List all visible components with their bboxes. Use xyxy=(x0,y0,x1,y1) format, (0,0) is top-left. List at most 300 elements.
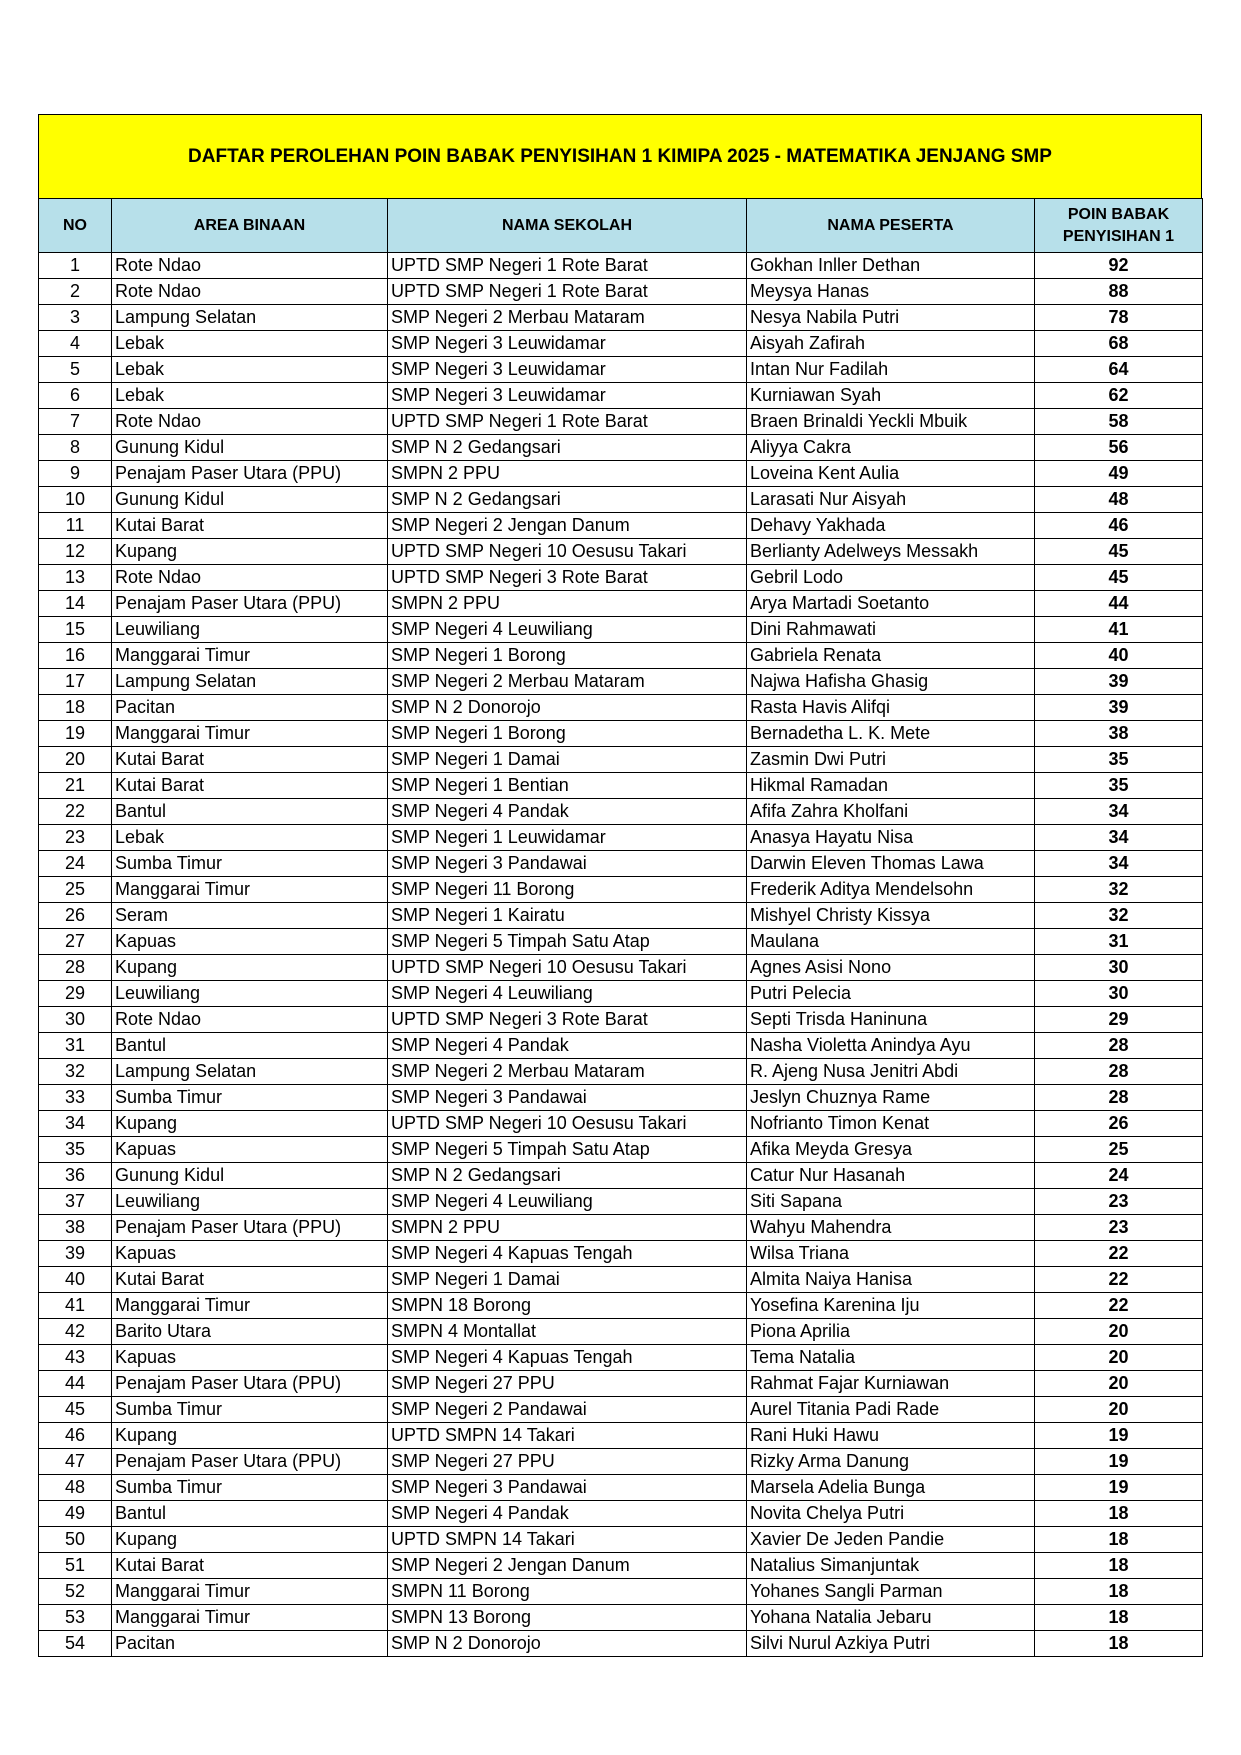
poin-cell: 28 xyxy=(1035,1085,1203,1111)
poin-cell: 62 xyxy=(1035,383,1203,409)
table-row xyxy=(39,383,1203,409)
row-number: 49 xyxy=(39,1501,112,1527)
poin-cell: 26 xyxy=(1035,1111,1203,1137)
nama-sekolah-cell: SMP Negeri 1 Borong xyxy=(388,643,747,669)
area-binaan-cell: Kapuas xyxy=(112,1241,388,1267)
nama-sekolah-cell: SMP Negeri 11 Borong xyxy=(388,877,747,903)
poin-cell: 68 xyxy=(1035,331,1203,357)
row-number: 40 xyxy=(39,1267,112,1293)
row-number: 13 xyxy=(39,565,112,591)
area-binaan-cell: Kutai Barat xyxy=(112,1267,388,1293)
area-binaan-cell: Kutai Barat xyxy=(112,1553,388,1579)
nama-peserta-cell: Afika Meyda Gresya xyxy=(747,1137,1035,1163)
nama-peserta-cell: Nasha Violetta Anindya Ayu xyxy=(747,1033,1035,1059)
row-number: 15 xyxy=(39,617,112,643)
table-row xyxy=(39,955,1203,981)
area-binaan-cell: Kupang xyxy=(112,1111,388,1137)
poin-cell: 24 xyxy=(1035,1163,1203,1189)
table-row xyxy=(39,721,1203,747)
area-binaan-cell: Lebak xyxy=(112,357,388,383)
table-row xyxy=(39,825,1203,851)
area-binaan-cell: Rote Ndao xyxy=(112,565,388,591)
table-row xyxy=(39,1319,1203,1345)
nama-sekolah-cell: UPTD SMP Negeri 1 Rote Barat xyxy=(388,409,747,435)
table-row xyxy=(39,1631,1203,1657)
area-binaan-cell: Manggarai Timur xyxy=(112,1605,388,1631)
area-binaan-cell: Lebak xyxy=(112,383,388,409)
poin-cell: 40 xyxy=(1035,643,1203,669)
area-binaan-cell: Penajam Paser Utara (PPU) xyxy=(112,1449,388,1475)
nama-sekolah-cell: SMPN 2 PPU xyxy=(388,591,747,617)
row-number: 14 xyxy=(39,591,112,617)
nama-peserta-cell: Intan Nur Fadilah xyxy=(747,357,1035,383)
poin-cell: 29 xyxy=(1035,1007,1203,1033)
row-number: 24 xyxy=(39,851,112,877)
nama-peserta-cell: Bernadetha L. K. Mete xyxy=(747,721,1035,747)
poin-cell: 30 xyxy=(1035,981,1203,1007)
row-number: 45 xyxy=(39,1397,112,1423)
row-number: 4 xyxy=(39,331,112,357)
poin-cell: 20 xyxy=(1035,1397,1203,1423)
nama-peserta-cell: Catur Nur Hasanah xyxy=(747,1163,1035,1189)
row-number: 48 xyxy=(39,1475,112,1501)
poin-cell: 19 xyxy=(1035,1449,1203,1475)
nama-sekolah-cell: SMPN 2 PPU xyxy=(388,1215,747,1241)
poin-cell: 48 xyxy=(1035,487,1203,513)
area-binaan-cell: Lampung Selatan xyxy=(112,1059,388,1085)
nama-peserta-cell: Gabriela Renata xyxy=(747,643,1035,669)
table-row xyxy=(39,903,1203,929)
nama-sekolah-cell: SMP Negeri 5 Timpah Satu Atap xyxy=(388,929,747,955)
table-row xyxy=(39,565,1203,591)
nama-sekolah-cell: SMP Negeri 2 Jengan Danum xyxy=(388,1553,747,1579)
nama-sekolah-cell: SMPN 2 PPU xyxy=(388,461,747,487)
nama-sekolah-cell: SMPN 18 Borong xyxy=(388,1293,747,1319)
poin-cell: 22 xyxy=(1035,1293,1203,1319)
area-binaan-cell: Lampung Selatan xyxy=(112,305,388,331)
area-binaan-cell: Leuwiliang xyxy=(112,981,388,1007)
poin-cell: 39 xyxy=(1035,669,1203,695)
nama-sekolah-cell: SMP Negeri 27 PPU xyxy=(388,1449,747,1475)
nama-sekolah-cell: SMP N 2 Donorojo xyxy=(388,695,747,721)
nama-peserta-cell: Jeslyn Chuznya Rame xyxy=(747,1085,1035,1111)
row-number: 47 xyxy=(39,1449,112,1475)
table-row xyxy=(39,1033,1203,1059)
table-body xyxy=(39,253,1203,1657)
nama-sekolah-cell: SMP Negeri 3 Pandawai xyxy=(388,851,747,877)
table-row xyxy=(39,539,1203,565)
nama-sekolah-cell: SMP Negeri 2 Merbau Mataram xyxy=(388,305,747,331)
poin-cell: 38 xyxy=(1035,721,1203,747)
area-binaan-cell: Rote Ndao xyxy=(112,253,388,279)
row-number: 54 xyxy=(39,1631,112,1657)
poin-cell: 88 xyxy=(1035,279,1203,305)
table-row xyxy=(39,1605,1203,1631)
nama-sekolah-cell: SMP Negeri 4 Pandak xyxy=(388,1501,747,1527)
poin-cell: 18 xyxy=(1035,1553,1203,1579)
table-row xyxy=(39,1345,1203,1371)
table-row xyxy=(39,1449,1203,1475)
area-binaan-cell: Penajam Paser Utara (PPU) xyxy=(112,1215,388,1241)
column-header-nama-sekolah: NAMA SEKOLAH xyxy=(388,199,747,253)
nama-peserta-cell: Natalius Simanjuntak xyxy=(747,1553,1035,1579)
area-binaan-cell: Manggarai Timur xyxy=(112,1579,388,1605)
area-binaan-cell: Lebak xyxy=(112,331,388,357)
nama-peserta-cell: Gokhan Inller Dethan xyxy=(747,253,1035,279)
nama-peserta-cell: Agnes Asisi Nono xyxy=(747,955,1035,981)
table-row xyxy=(39,591,1203,617)
table-row xyxy=(39,461,1203,487)
area-binaan-cell: Kutai Barat xyxy=(112,747,388,773)
poin-cell: 49 xyxy=(1035,461,1203,487)
nama-peserta-cell: Braen Brinaldi Yeckli Mbuik xyxy=(747,409,1035,435)
table-row xyxy=(39,1501,1203,1527)
row-number: 42 xyxy=(39,1319,112,1345)
nama-peserta-cell: Nofrianto Timon Kenat xyxy=(747,1111,1035,1137)
row-number: 23 xyxy=(39,825,112,851)
results-sheet xyxy=(38,114,1202,1657)
nama-peserta-cell: Piona Aprilia xyxy=(747,1319,1035,1345)
nama-sekolah-cell: UPTD SMP Negeri 1 Rote Barat xyxy=(388,253,747,279)
nama-sekolah-cell: SMP N 2 Gedangsari xyxy=(388,1163,747,1189)
nama-sekolah-cell: SMP Negeri 1 Bentian xyxy=(388,773,747,799)
row-number: 25 xyxy=(39,877,112,903)
nama-peserta-cell: Aliyya Cakra xyxy=(747,435,1035,461)
poin-cell: 34 xyxy=(1035,825,1203,851)
area-binaan-cell: Gunung Kidul xyxy=(112,435,388,461)
table-row xyxy=(39,799,1203,825)
nama-sekolah-cell: SMPN 13 Borong xyxy=(388,1605,747,1631)
table-row xyxy=(39,409,1203,435)
row-number: 10 xyxy=(39,487,112,513)
nama-sekolah-cell: SMP Negeri 1 Borong xyxy=(388,721,747,747)
nama-sekolah-cell: SMPN 4 Montallat xyxy=(388,1319,747,1345)
area-binaan-cell: Gunung Kidul xyxy=(112,487,388,513)
row-number: 36 xyxy=(39,1163,112,1189)
area-binaan-cell: Sumba Timur xyxy=(112,1085,388,1111)
nama-peserta-cell: Yohana Natalia Jebaru xyxy=(747,1605,1035,1631)
area-binaan-cell: Manggarai Timur xyxy=(112,721,388,747)
row-number: 43 xyxy=(39,1345,112,1371)
nama-peserta-cell: Rani Huki Hawu xyxy=(747,1423,1035,1449)
area-binaan-cell: Gunung Kidul xyxy=(112,1163,388,1189)
column-header-poin: POIN BABAK PENYISIHAN 1 xyxy=(1035,199,1203,253)
nama-sekolah-cell: SMP Negeri 3 Leuwidamar xyxy=(388,357,747,383)
row-number: 44 xyxy=(39,1371,112,1397)
table-row xyxy=(39,773,1203,799)
table-row xyxy=(39,617,1203,643)
row-number: 37 xyxy=(39,1189,112,1215)
row-number: 51 xyxy=(39,1553,112,1579)
area-binaan-cell: Manggarai Timur xyxy=(112,877,388,903)
area-binaan-cell: Kapuas xyxy=(112,1137,388,1163)
area-binaan-cell: Leuwiliang xyxy=(112,617,388,643)
row-number: 20 xyxy=(39,747,112,773)
area-binaan-cell: Pacitan xyxy=(112,1631,388,1657)
poin-cell: 31 xyxy=(1035,929,1203,955)
nama-peserta-cell: Siti Sapana xyxy=(747,1189,1035,1215)
nama-sekolah-cell: SMP Negeri 4 Kapuas Tengah xyxy=(388,1345,747,1371)
table-row xyxy=(39,279,1203,305)
nama-sekolah-cell: UPTD SMP Negeri 10 Oesusu Takari xyxy=(388,539,747,565)
row-number: 46 xyxy=(39,1423,112,1449)
row-number: 12 xyxy=(39,539,112,565)
area-binaan-cell: Rote Ndao xyxy=(112,409,388,435)
nama-sekolah-cell: UPTD SMP Negeri 3 Rote Barat xyxy=(388,565,747,591)
table-row xyxy=(39,1137,1203,1163)
table-row xyxy=(39,1163,1203,1189)
area-binaan-cell: Sumba Timur xyxy=(112,1475,388,1501)
poin-cell: 45 xyxy=(1035,565,1203,591)
row-number: 1 xyxy=(39,253,112,279)
nama-peserta-cell: Loveina Kent Aulia xyxy=(747,461,1035,487)
row-number: 5 xyxy=(39,357,112,383)
row-number: 11 xyxy=(39,513,112,539)
nama-sekolah-cell: SMP Negeri 27 PPU xyxy=(388,1371,747,1397)
table-row xyxy=(39,1293,1203,1319)
table-row xyxy=(39,305,1203,331)
nama-peserta-cell: Rasta Havis Alifqi xyxy=(747,695,1035,721)
nama-peserta-cell: Tema Natalia xyxy=(747,1345,1035,1371)
nama-sekolah-cell: SMP Negeri 4 Pandak xyxy=(388,1033,747,1059)
poin-cell: 28 xyxy=(1035,1059,1203,1085)
poin-cell: 20 xyxy=(1035,1345,1203,1371)
column-header-no: NO xyxy=(39,199,112,253)
table-row xyxy=(39,1397,1203,1423)
row-number: 39 xyxy=(39,1241,112,1267)
column-header-area-binaan: AREA BINAAN xyxy=(112,199,388,253)
area-binaan-cell: Manggarai Timur xyxy=(112,1293,388,1319)
nama-sekolah-cell: SMP Negeri 3 Leuwidamar xyxy=(388,331,747,357)
poin-cell: 46 xyxy=(1035,513,1203,539)
row-number: 33 xyxy=(39,1085,112,1111)
nama-peserta-cell: Septi Trisda Haninuna xyxy=(747,1007,1035,1033)
area-binaan-cell: Kupang xyxy=(112,1527,388,1553)
poin-cell: 19 xyxy=(1035,1423,1203,1449)
nama-peserta-cell: Zasmin Dwi Putri xyxy=(747,747,1035,773)
row-number: 18 xyxy=(39,695,112,721)
table-row xyxy=(39,1527,1203,1553)
area-binaan-cell: Kutai Barat xyxy=(112,513,388,539)
row-number: 52 xyxy=(39,1579,112,1605)
nama-peserta-cell: Marsela Adelia Bunga xyxy=(747,1475,1035,1501)
nama-peserta-cell: Najwa Hafisha Ghasig xyxy=(747,669,1035,695)
table-header xyxy=(39,199,1203,253)
table-row xyxy=(39,851,1203,877)
poin-cell: 25 xyxy=(1035,1137,1203,1163)
nama-sekolah-cell: SMPN 11 Borong xyxy=(388,1579,747,1605)
nama-peserta-cell: Novita Chelya Putri xyxy=(747,1501,1035,1527)
row-number: 19 xyxy=(39,721,112,747)
nama-sekolah-cell: SMP Negeri 1 Damai xyxy=(388,1267,747,1293)
table-row xyxy=(39,1085,1203,1111)
area-binaan-cell: Bantul xyxy=(112,1501,388,1527)
row-number: 34 xyxy=(39,1111,112,1137)
nama-peserta-cell: Larasati Nur Aisyah xyxy=(747,487,1035,513)
row-number: 2 xyxy=(39,279,112,305)
row-number: 16 xyxy=(39,643,112,669)
row-number: 31 xyxy=(39,1033,112,1059)
area-binaan-cell: Pacitan xyxy=(112,695,388,721)
area-binaan-cell: Sumba Timur xyxy=(112,1397,388,1423)
area-binaan-cell: Penajam Paser Utara (PPU) xyxy=(112,461,388,487)
poin-cell: 92 xyxy=(1035,253,1203,279)
table-row xyxy=(39,1423,1203,1449)
poin-cell: 34 xyxy=(1035,851,1203,877)
table-row xyxy=(39,1111,1203,1137)
poin-cell: 20 xyxy=(1035,1371,1203,1397)
table-row xyxy=(39,1267,1203,1293)
nama-peserta-cell: Wilsa Triana xyxy=(747,1241,1035,1267)
nama-sekolah-cell: UPTD SMPN 14 Takari xyxy=(388,1527,747,1553)
nama-peserta-cell: Arya Martadi Soetanto xyxy=(747,591,1035,617)
nama-peserta-cell: Xavier De Jeden Pandie xyxy=(747,1527,1035,1553)
poin-cell: 64 xyxy=(1035,357,1203,383)
table-row xyxy=(39,877,1203,903)
table-row xyxy=(39,1241,1203,1267)
table-row xyxy=(39,1215,1203,1241)
poin-cell: 20 xyxy=(1035,1319,1203,1345)
nama-sekolah-cell: SMP Negeri 3 Pandawai xyxy=(388,1475,747,1501)
nama-peserta-cell: Almita Naiya Hanisa xyxy=(747,1267,1035,1293)
nama-peserta-cell: Dehavy Yakhada xyxy=(747,513,1035,539)
nama-peserta-cell: Yosefina Karenina Iju xyxy=(747,1293,1035,1319)
area-binaan-cell: Kapuas xyxy=(112,1345,388,1371)
table-row xyxy=(39,1579,1203,1605)
area-binaan-cell: Kapuas xyxy=(112,929,388,955)
area-binaan-cell: Manggarai Timur xyxy=(112,643,388,669)
nama-peserta-cell: Gebril Lodo xyxy=(747,565,1035,591)
poin-cell: 56 xyxy=(1035,435,1203,461)
nama-peserta-cell: Wahyu Mahendra xyxy=(747,1215,1035,1241)
nama-peserta-cell: Silvi Nurul Azkiya Putri xyxy=(747,1631,1035,1657)
poin-cell: 44 xyxy=(1035,591,1203,617)
nama-sekolah-cell: UPTD SMP Negeri 10 Oesusu Takari xyxy=(388,1111,747,1137)
nama-peserta-cell: Aurel Titania Padi Rade xyxy=(747,1397,1035,1423)
area-binaan-cell: Lampung Selatan xyxy=(112,669,388,695)
table-row xyxy=(39,1189,1203,1215)
nama-peserta-cell: Maulana xyxy=(747,929,1035,955)
area-binaan-cell: Kupang xyxy=(112,1423,388,1449)
column-header-nama-peserta: NAMA PESERTA xyxy=(747,199,1035,253)
poin-cell: 18 xyxy=(1035,1605,1203,1631)
poin-cell: 45 xyxy=(1035,539,1203,565)
table-row xyxy=(39,981,1203,1007)
row-number: 27 xyxy=(39,929,112,955)
row-number: 35 xyxy=(39,1137,112,1163)
row-number: 21 xyxy=(39,773,112,799)
poin-cell: 19 xyxy=(1035,1475,1203,1501)
nama-sekolah-cell: SMP Negeri 5 Timpah Satu Atap xyxy=(388,1137,747,1163)
poin-cell: 23 xyxy=(1035,1215,1203,1241)
row-number: 32 xyxy=(39,1059,112,1085)
table-row xyxy=(39,695,1203,721)
poin-cell: 18 xyxy=(1035,1501,1203,1527)
table-row xyxy=(39,929,1203,955)
row-number: 9 xyxy=(39,461,112,487)
area-binaan-cell: Penajam Paser Utara (PPU) xyxy=(112,1371,388,1397)
poin-cell: 39 xyxy=(1035,695,1203,721)
table-row xyxy=(39,1059,1203,1085)
nama-sekolah-cell: SMP Negeri 4 Leuwiliang xyxy=(388,1189,747,1215)
nama-sekolah-cell: UPTD SMP Negeri 1 Rote Barat xyxy=(388,279,747,305)
nama-peserta-cell: Aisyah Zafirah xyxy=(747,331,1035,357)
nama-peserta-cell: Afifa Zahra Kholfani xyxy=(747,799,1035,825)
table-row xyxy=(39,513,1203,539)
nama-sekolah-cell: SMP Negeri 2 Pandawai xyxy=(388,1397,747,1423)
poin-cell: 35 xyxy=(1035,747,1203,773)
table-row xyxy=(39,1553,1203,1579)
poin-cell: 22 xyxy=(1035,1267,1203,1293)
nama-sekolah-cell: SMP Negeri 4 Leuwiliang xyxy=(388,981,747,1007)
poin-cell: 18 xyxy=(1035,1579,1203,1605)
nama-sekolah-cell: SMP Negeri 1 Kairatu xyxy=(388,903,747,929)
nama-sekolah-cell: SMP Negeri 2 Merbau Mataram xyxy=(388,669,747,695)
row-number: 41 xyxy=(39,1293,112,1319)
poin-cell: 58 xyxy=(1035,409,1203,435)
area-binaan-cell: Penajam Paser Utara (PPU) xyxy=(112,591,388,617)
nama-peserta-cell: Frederik Aditya Mendelsohn xyxy=(747,877,1035,903)
table-row xyxy=(39,669,1203,695)
nama-sekolah-cell: UPTD SMPN 14 Takari xyxy=(388,1423,747,1449)
nama-sekolah-cell: SMP Negeri 2 Merbau Mataram xyxy=(388,1059,747,1085)
row-number: 8 xyxy=(39,435,112,461)
table-row xyxy=(39,253,1203,279)
poin-cell: 22 xyxy=(1035,1241,1203,1267)
nama-sekolah-cell: SMP Negeri 4 Kapuas Tengah xyxy=(388,1241,747,1267)
nama-peserta-cell: Berlianty Adelweys Messakh xyxy=(747,539,1035,565)
nama-peserta-cell: R. Ajeng Nusa Jenitri Abdi xyxy=(747,1059,1035,1085)
row-number: 22 xyxy=(39,799,112,825)
header-row xyxy=(39,199,1203,253)
poin-cell: 78 xyxy=(1035,305,1203,331)
table-row xyxy=(39,643,1203,669)
nama-peserta-cell: Yohanes Sangli Parman xyxy=(747,1579,1035,1605)
nama-sekolah-cell: SMP N 2 Gedangsari xyxy=(388,435,747,461)
area-binaan-cell: Sumba Timur xyxy=(112,851,388,877)
nama-sekolah-cell: UPTD SMP Negeri 10 Oesusu Takari xyxy=(388,955,747,981)
nama-peserta-cell: Nesya Nabila Putri xyxy=(747,305,1035,331)
area-binaan-cell: Kupang xyxy=(112,955,388,981)
nama-peserta-cell: Putri Pelecia xyxy=(747,981,1035,1007)
poin-cell: 28 xyxy=(1035,1033,1203,1059)
table-row xyxy=(39,357,1203,383)
nama-sekolah-cell: SMP Negeri 1 Damai xyxy=(388,747,747,773)
row-number: 3 xyxy=(39,305,112,331)
nama-peserta-cell: Mishyel Christy Kissya xyxy=(747,903,1035,929)
row-number: 53 xyxy=(39,1605,112,1631)
nama-peserta-cell: Darwin Eleven Thomas Lawa xyxy=(747,851,1035,877)
area-binaan-cell: Bantul xyxy=(112,799,388,825)
nama-peserta-cell: Hikmal Ramadan xyxy=(747,773,1035,799)
area-binaan-cell: Rote Ndao xyxy=(112,279,388,305)
row-number: 50 xyxy=(39,1527,112,1553)
area-binaan-cell: Leuwiliang xyxy=(112,1189,388,1215)
poin-cell: 18 xyxy=(1035,1527,1203,1553)
nama-sekolah-cell: SMP Negeri 2 Jengan Danum xyxy=(388,513,747,539)
row-number: 30 xyxy=(39,1007,112,1033)
poin-cell: 18 xyxy=(1035,1631,1203,1657)
poin-cell: 23 xyxy=(1035,1189,1203,1215)
table-row xyxy=(39,1371,1203,1397)
nama-peserta-cell: Meysya Hanas xyxy=(747,279,1035,305)
row-number: 29 xyxy=(39,981,112,1007)
row-number: 38 xyxy=(39,1215,112,1241)
area-binaan-cell: Lebak xyxy=(112,825,388,851)
nama-sekolah-cell: SMP N 2 Gedangsari xyxy=(388,487,747,513)
nama-sekolah-cell: SMP Negeri 1 Leuwidamar xyxy=(388,825,747,851)
row-number: 26 xyxy=(39,903,112,929)
